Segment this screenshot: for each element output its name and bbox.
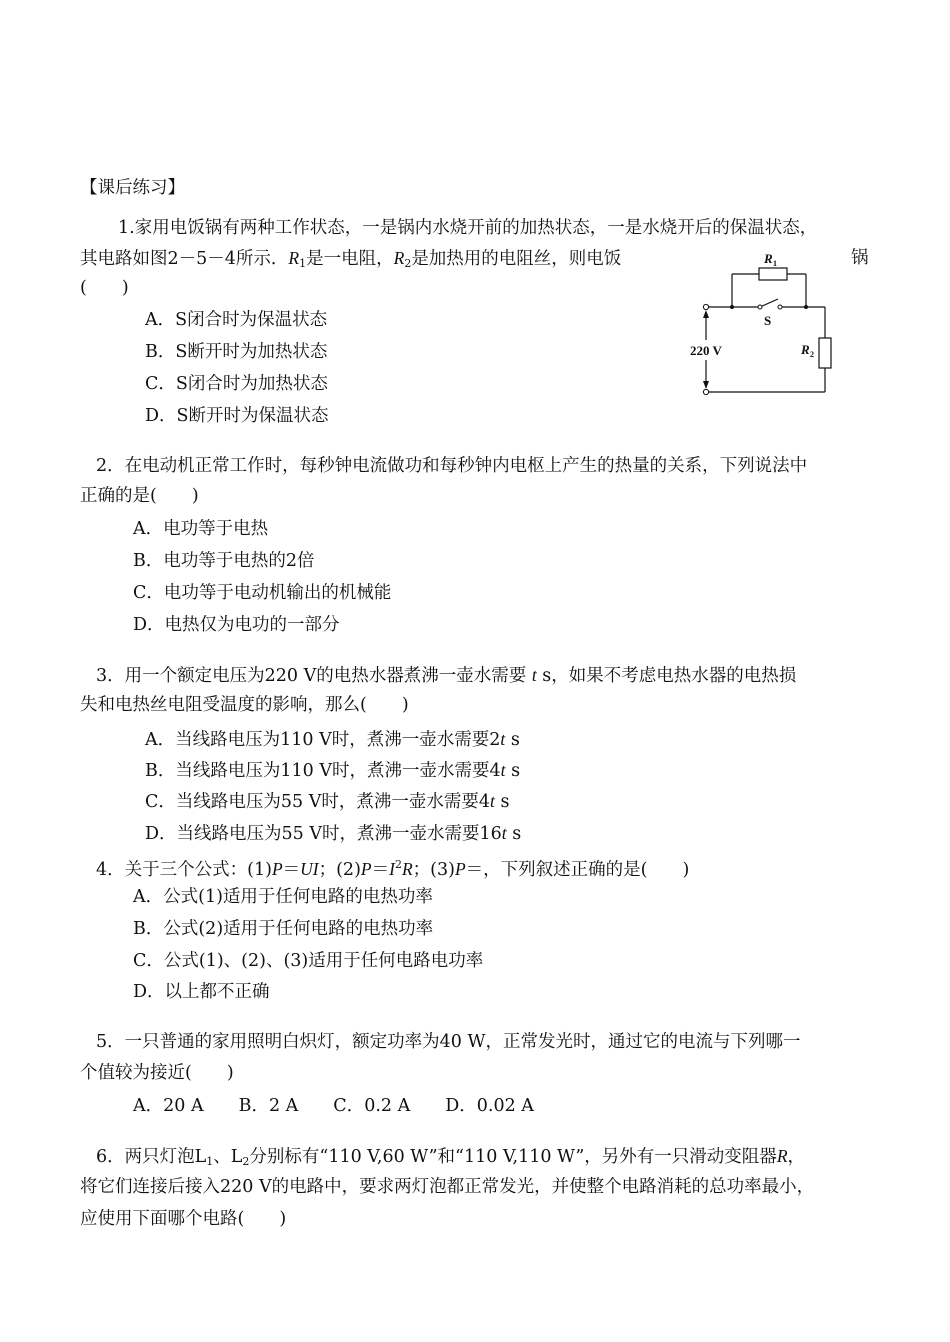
q4-stem — [96, 853, 689, 882]
q5-line1: 5．一只普通的家用照明白炽灯，额定功率为40 W，正常发光时，通过它的电流与下列哪一 — [96, 1032, 801, 1052]
q4-option-c: C．公式(1)、(2)、(3)适用于任何电路电功率 — [133, 951, 484, 971]
switch-s-blade — [760, 299, 778, 307]
q2-line1: 2．在电动机正常工作时，每秒钟电流做功和每秒钟内电枢上产生的热量的关系，下列说法中 — [96, 456, 808, 476]
voltage-arrowhead-top — [703, 310, 709, 318]
switch-contact-left — [758, 305, 762, 309]
q1-option-a: A．S闭合时为保温状态 — [145, 310, 328, 330]
q3-line1-text-b: s，如果不考虑电热水器的电热损 — [542, 666, 797, 686]
q5-line2: 个值较为接近( ) — [80, 1063, 234, 1083]
fig-r1-subscript: 1 — [773, 259, 777, 268]
fig-r2-subscript: 2 — [810, 350, 814, 359]
q1-line2-text-b: 是一电阻， — [306, 249, 394, 269]
q4-p-symbol-3: P — [454, 859, 466, 879]
q4-ui-symbol: UI — [300, 859, 319, 879]
q1-line2 — [80, 246, 621, 276]
voltage-arrowhead-bottom — [703, 381, 709, 389]
q2-option-c: C．电功等于电动机输出的机械能 — [133, 583, 392, 603]
q6-line1-text-d: ， — [787, 1147, 806, 1167]
q3-option-c — [145, 789, 509, 814]
q3-option-a — [145, 727, 520, 752]
q4-p-symbol-1: P — [271, 859, 283, 879]
q6-line3: 应使用下面哪个电路( ) — [80, 1209, 287, 1229]
q6-line2: 将它们连接后接入220 V的电路中，要求两灯泡都正常发光，并使整个电路消耗的总功率最小， — [80, 1177, 815, 1197]
q1-line2-end: 锅 — [851, 248, 869, 268]
q3-option-b-t: t — [500, 760, 506, 780]
q4-i-superscript: 2 — [394, 858, 402, 871]
q4-stem-text-c: ；(2) — [318, 860, 361, 880]
q1-option-d: D．S断开时为保温状态 — [145, 406, 329, 426]
q4-stem-text-a: 4．关于三个公式：(1) — [96, 860, 272, 880]
q5-options: A．20 A B．2 A C．0.2 A D．0.02 A — [133, 1096, 534, 1116]
q1-answer-paren: ( ) — [80, 278, 129, 298]
q4-option-a: A．公式(1)适用于任何电路的电热功率 — [133, 887, 433, 907]
q4-option-d: D．以上都不正确 — [133, 982, 270, 1002]
q3-line2: 失和电热丝电阻受温度的影响，那么( ) — [80, 695, 409, 715]
q3-option-c-text: C．当线路电压为55 V时，煮沸一壶水需要4 — [145, 792, 490, 812]
q4-option-b: B．公式(2)适用于任何电路的电热功率 — [133, 919, 434, 939]
q4-stem-text-e: ；(3) — [412, 860, 455, 880]
q3-option-c-unit: s — [500, 792, 510, 812]
q1-option-c: C．S闭合时为加热状态 — [145, 374, 328, 394]
fig-switch-label: S — [764, 313, 772, 328]
q3-option-d-text: D．当线路电压为55 V时，煮沸一壶水需要16 — [145, 824, 502, 844]
q1-r2-subscript: 2 — [404, 257, 412, 270]
q3-option-b — [145, 758, 520, 783]
q1-r1-subscript: 1 — [299, 257, 307, 270]
q4-equals-1: ＝ — [282, 860, 301, 880]
q4-i-symbol: I — [389, 859, 395, 879]
terminal-bottom — [703, 389, 708, 394]
q2-option-b: B．电功等于电热的2倍 — [133, 551, 315, 571]
terminal-top — [703, 304, 708, 309]
q2-option-d: D．电热仅为电功的一部分 — [133, 615, 340, 635]
q1-option-b: B．S断开时为加热状态 — [145, 342, 328, 362]
q6-l2-subscript: 2 — [242, 1155, 250, 1168]
fig-voltage-label: 220 V — [690, 343, 722, 358]
switch-contact-right — [778, 305, 782, 309]
q6-l1-subscript: 1 — [206, 1155, 214, 1168]
q1-r1-symbol: R — [288, 248, 300, 268]
q3-option-b-text: B．当线路电压为110 V时，煮沸一壶水需要4 — [145, 761, 501, 781]
q6-r-symbol: R — [776, 1146, 788, 1166]
q6-line1-text-c: 分别标有“110 V,60 W”和“110 V,110 W”，另外有一只滑动变阻器 — [249, 1147, 777, 1167]
q1-line1: 1.家用电饭锅有两种工作状态，一是锅内水烧开前的加热状态，一是水烧开后的保温状态， — [118, 218, 818, 238]
r1-junction-right — [804, 305, 808, 309]
q3-option-a-t: t — [500, 729, 506, 749]
q3-option-a-unit: s — [510, 730, 520, 750]
q2-option-a: A．电功等于电热 — [133, 519, 269, 539]
q3-line1-text-a: 3．用一个额定电压为220 V的电热水器煮沸一壶水需要 — [96, 666, 527, 686]
q1-line2-text-a: 其电路如图2－5－4所示． — [80, 249, 289, 269]
q3-option-d-t: t — [501, 823, 507, 843]
q3-option-d-unit: s — [512, 824, 522, 844]
q6-line1-text-a: 6．两只灯泡L — [96, 1147, 207, 1167]
fig-r2-label: R — [801, 342, 810, 357]
q4-stem-text-f: ＝，下列叙述正确的是( ) — [465, 860, 690, 880]
q4-equals-2: ＝ — [371, 860, 390, 880]
q3-option-d — [145, 821, 521, 846]
q2-line2: 正确的是( ) — [80, 486, 199, 506]
q3-option-b-unit: s — [511, 761, 521, 781]
q6-line1-text-b: 、L — [213, 1147, 243, 1167]
q1-line2-text-c: 是加热用的电阻丝，则电饭 — [411, 249, 622, 269]
q3-t-symbol: t — [531, 665, 537, 685]
fig-r1-label: R — [764, 251, 773, 266]
r2-resistor — [819, 338, 831, 368]
r1-resistor — [759, 268, 787, 280]
q1-r2-symbol: R — [393, 248, 405, 268]
q3-option-a-text: A．当线路电压为110 V时，煮沸一壶水需要2 — [145, 730, 501, 750]
q6-line1 — [96, 1144, 805, 1174]
q4-r-symbol: R — [401, 859, 413, 879]
section-title: 【课后练习】 — [80, 178, 185, 198]
q1-circuit-diagram — [680, 248, 845, 403]
q3-line1 — [96, 663, 796, 688]
q3-option-c-t: t — [490, 791, 495, 811]
r1-junction-left — [730, 305, 734, 309]
q4-p-symbol-2: P — [360, 859, 372, 879]
